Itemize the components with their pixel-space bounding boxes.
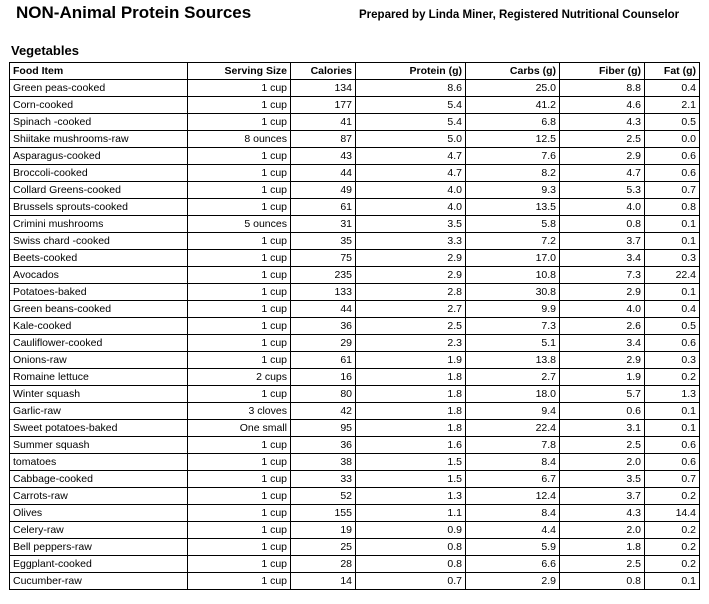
cell-food-item: Avocados	[10, 267, 188, 284]
cell-protein: 4.7	[356, 148, 466, 165]
cell-carbs: 12.4	[466, 488, 560, 505]
cell-carbs: 6.7	[466, 471, 560, 488]
cell-protein: 5.0	[356, 131, 466, 148]
cell-food-item: Beets-cooked	[10, 250, 188, 267]
cell-calories: 75	[291, 250, 356, 267]
cell-fat: 0.5	[645, 114, 700, 131]
header-protein: Protein (g)	[356, 63, 466, 80]
cell-food-item: Bell peppers-raw	[10, 539, 188, 556]
cell-calories: 36	[291, 437, 356, 454]
cell-fat: 0.2	[645, 556, 700, 573]
cell-protein: 0.9	[356, 522, 466, 539]
cell-serving-size: 1 cup	[188, 488, 291, 505]
cell-protein: 1.8	[356, 369, 466, 386]
table-row	[10, 539, 700, 556]
cell-fat: 0.2	[645, 488, 700, 505]
cell-serving-size: 1 cup	[188, 539, 291, 556]
cell-fiber: 3.5	[560, 471, 645, 488]
cell-fat: 0.4	[645, 301, 700, 318]
cell-calories: 31	[291, 216, 356, 233]
cell-carbs: 13.8	[466, 352, 560, 369]
cell-protein: 0.8	[356, 539, 466, 556]
cell-fat: 1.3	[645, 386, 700, 403]
cell-serving-size: 1 cup	[188, 335, 291, 352]
cell-protein: 5.4	[356, 114, 466, 131]
cell-protein: 0.8	[356, 556, 466, 573]
cell-carbs: 9.4	[466, 403, 560, 420]
cell-fiber: 1.8	[560, 539, 645, 556]
cell-fat: 0.5	[645, 318, 700, 335]
cell-fat: 0.6	[645, 454, 700, 471]
cell-protein: 2.8	[356, 284, 466, 301]
cell-protein: 1.5	[356, 471, 466, 488]
cell-serving-size: 1 cup	[188, 97, 291, 114]
table-row	[10, 131, 700, 148]
cell-calories: 87	[291, 131, 356, 148]
table-row	[10, 267, 700, 284]
cell-fat: 0.1	[645, 284, 700, 301]
table-body	[10, 80, 700, 590]
cell-calories: 25	[291, 539, 356, 556]
cell-fat: 0.2	[645, 522, 700, 539]
cell-protein: 2.9	[356, 250, 466, 267]
cell-calories: 95	[291, 420, 356, 437]
cell-food-item: Cauliflower-cooked	[10, 335, 188, 352]
cell-food-item: Onions-raw	[10, 352, 188, 369]
cell-fiber: 4.3	[560, 505, 645, 522]
cell-carbs: 30.8	[466, 284, 560, 301]
cell-food-item: Celery-raw	[10, 522, 188, 539]
cell-fiber: 2.6	[560, 318, 645, 335]
page-title: NON-Animal Protein Sources	[16, 3, 252, 22]
table-row	[10, 454, 700, 471]
cell-food-item: Swiss chard -cooked	[10, 233, 188, 250]
cell-serving-size: 1 cup	[188, 165, 291, 182]
cell-fiber: 0.8	[560, 216, 645, 233]
cell-serving-size: 1 cup	[188, 556, 291, 573]
cell-carbs: 25.0	[466, 80, 560, 97]
cell-protein: 4.0	[356, 199, 466, 216]
cell-calories: 38	[291, 454, 356, 471]
cell-calories: 43	[291, 148, 356, 165]
cell-calories: 133	[291, 284, 356, 301]
table-row	[10, 556, 700, 573]
cell-carbs: 6.6	[466, 556, 560, 573]
cell-calories: 36	[291, 318, 356, 335]
table-row	[10, 97, 700, 114]
table-header-row	[10, 63, 700, 80]
table-row	[10, 488, 700, 505]
cell-serving-size: 1 cup	[188, 267, 291, 284]
cell-fiber: 2.9	[560, 352, 645, 369]
cell-fat: 0.3	[645, 352, 700, 369]
cell-food-item: Spinach -cooked	[10, 114, 188, 131]
table-row	[10, 352, 700, 369]
table-row	[10, 80, 700, 97]
cell-food-item: Potatoes-baked	[10, 284, 188, 301]
cell-protein: 5.4	[356, 97, 466, 114]
cell-protein: 4.0	[356, 182, 466, 199]
cell-carbs: 7.8	[466, 437, 560, 454]
cell-fiber: 2.0	[560, 522, 645, 539]
cell-carbs: 7.2	[466, 233, 560, 250]
cell-serving-size: One small	[188, 420, 291, 437]
cell-serving-size: 8 ounces	[188, 131, 291, 148]
nutrition-table	[9, 62, 700, 590]
cell-fiber: 3.4	[560, 250, 645, 267]
cell-food-item: Corn-cooked	[10, 97, 188, 114]
cell-food-item: Crimini mushrooms	[10, 216, 188, 233]
cell-serving-size: 1 cup	[188, 505, 291, 522]
cell-fat: 0.7	[645, 182, 700, 199]
cell-fat: 0.2	[645, 369, 700, 386]
cell-serving-size: 1 cup	[188, 250, 291, 267]
header-food-item: Food Item	[10, 63, 188, 80]
cell-carbs: 8.2	[466, 165, 560, 182]
cell-fiber: 1.9	[560, 369, 645, 386]
cell-fiber: 2.5	[560, 437, 645, 454]
cell-food-item: Summer squash	[10, 437, 188, 454]
cell-serving-size: 1 cup	[188, 80, 291, 97]
cell-carbs: 10.8	[466, 267, 560, 284]
cell-fiber: 0.6	[560, 403, 645, 420]
cell-carbs: 18.0	[466, 386, 560, 403]
cell-fiber: 4.6	[560, 97, 645, 114]
cell-carbs: 17.0	[466, 250, 560, 267]
cell-fiber: 2.9	[560, 148, 645, 165]
cell-food-item: Cucumber-raw	[10, 573, 188, 590]
cell-serving-size: 1 cup	[188, 522, 291, 539]
cell-fiber: 4.0	[560, 199, 645, 216]
cell-calories: 35	[291, 233, 356, 250]
cell-food-item: Green beans-cooked	[10, 301, 188, 318]
header-calories: Calories	[291, 63, 356, 80]
cell-serving-size: 1 cup	[188, 148, 291, 165]
cell-serving-size: 3 cloves	[188, 403, 291, 420]
cell-calories: 80	[291, 386, 356, 403]
cell-fat: 0.6	[645, 335, 700, 352]
cell-protein: 2.7	[356, 301, 466, 318]
cell-protein: 2.5	[356, 318, 466, 335]
cell-fiber: 3.1	[560, 420, 645, 437]
cell-fiber: 3.4	[560, 335, 645, 352]
cell-food-item: Asparagus-cooked	[10, 148, 188, 165]
cell-serving-size: 1 cup	[188, 454, 291, 471]
cell-fat: 0.1	[645, 403, 700, 420]
cell-fat: 0.7	[645, 471, 700, 488]
header-fat: Fat (g)	[645, 63, 700, 80]
cell-calories: 61	[291, 199, 356, 216]
cell-fat: 0.1	[645, 216, 700, 233]
cell-protein: 4.7	[356, 165, 466, 182]
cell-serving-size: 1 cup	[188, 471, 291, 488]
table-row	[10, 335, 700, 352]
cell-carbs: 2.7	[466, 369, 560, 386]
cell-calories: 29	[291, 335, 356, 352]
cell-serving-size: 1 cup	[188, 437, 291, 454]
cell-serving-size: 5 ounces	[188, 216, 291, 233]
cell-carbs: 6.8	[466, 114, 560, 131]
table-row	[10, 165, 700, 182]
cell-fat: 0.6	[645, 148, 700, 165]
cell-carbs: 41.2	[466, 97, 560, 114]
cell-calories: 14	[291, 573, 356, 590]
cell-fiber: 2.5	[560, 131, 645, 148]
cell-carbs: 5.1	[466, 335, 560, 352]
cell-fat: 0.8	[645, 199, 700, 216]
cell-fat: 0.6	[645, 165, 700, 182]
header-carbs: Carbs (g)	[466, 63, 560, 80]
cell-carbs: 9.9	[466, 301, 560, 318]
cell-carbs: 7.6	[466, 148, 560, 165]
cell-fiber: 0.8	[560, 573, 645, 590]
cell-fat: 0.3	[645, 250, 700, 267]
cell-protein: 1.6	[356, 437, 466, 454]
table-row	[10, 182, 700, 199]
cell-carbs: 2.9	[466, 573, 560, 590]
cell-calories: 44	[291, 301, 356, 318]
cell-carbs: 4.4	[466, 522, 560, 539]
cell-protein: 3.3	[356, 233, 466, 250]
cell-food-item: Sweet potatoes-baked	[10, 420, 188, 437]
cell-food-item: Romaine lettuce	[10, 369, 188, 386]
cell-fiber: 2.9	[560, 284, 645, 301]
cell-carbs: 5.9	[466, 539, 560, 556]
cell-food-item: Green peas-cooked	[10, 80, 188, 97]
cell-calories: 52	[291, 488, 356, 505]
header-serving-size: Serving Size	[188, 63, 291, 80]
cell-fat: 0.0	[645, 131, 700, 148]
cell-fiber: 3.7	[560, 233, 645, 250]
header-fiber: Fiber (g)	[560, 63, 645, 80]
cell-serving-size: 1 cup	[188, 114, 291, 131]
cell-calories: 44	[291, 165, 356, 182]
cell-protein: 3.5	[356, 216, 466, 233]
cell-fat: 14.4	[645, 505, 700, 522]
cell-fiber: 8.8	[560, 80, 645, 97]
table-row	[10, 573, 700, 590]
cell-carbs: 7.3	[466, 318, 560, 335]
cell-food-item: Cabbage-cooked	[10, 471, 188, 488]
cell-serving-size: 1 cup	[188, 386, 291, 403]
table-row	[10, 505, 700, 522]
cell-serving-size: 1 cup	[188, 199, 291, 216]
cell-fiber: 3.7	[560, 488, 645, 505]
cell-carbs: 5.8	[466, 216, 560, 233]
cell-food-item: Collard Greens-cooked	[10, 182, 188, 199]
cell-food-item: Eggplant-cooked	[10, 556, 188, 573]
cell-calories: 33	[291, 471, 356, 488]
cell-serving-size: 1 cup	[188, 573, 291, 590]
cell-food-item: Olives	[10, 505, 188, 522]
cell-protein: 1.8	[356, 403, 466, 420]
cell-calories: 19	[291, 522, 356, 539]
table-row	[10, 420, 700, 437]
cell-serving-size: 1 cup	[188, 318, 291, 335]
cell-calories: 61	[291, 352, 356, 369]
cell-fat: 0.1	[645, 573, 700, 590]
cell-protein: 1.5	[356, 454, 466, 471]
table-row	[10, 148, 700, 165]
cell-serving-size: 1 cup	[188, 182, 291, 199]
cell-carbs: 9.3	[466, 182, 560, 199]
table-row	[10, 369, 700, 386]
cell-food-item: Kale-cooked	[10, 318, 188, 335]
cell-carbs: 12.5	[466, 131, 560, 148]
cell-carbs: 22.4	[466, 420, 560, 437]
cell-fiber: 4.7	[560, 165, 645, 182]
table-row	[10, 199, 700, 216]
cell-serving-size: 2 cups	[188, 369, 291, 386]
cell-fiber: 5.3	[560, 182, 645, 199]
cell-fat: 0.1	[645, 233, 700, 250]
table-row	[10, 233, 700, 250]
table-row	[10, 437, 700, 454]
table-row	[10, 386, 700, 403]
cell-fiber: 2.5	[560, 556, 645, 573]
cell-food-item: Carrots-raw	[10, 488, 188, 505]
cell-fiber: 5.7	[560, 386, 645, 403]
table-row	[10, 318, 700, 335]
table-row	[10, 216, 700, 233]
cell-calories: 42	[291, 403, 356, 420]
cell-calories: 16	[291, 369, 356, 386]
cell-food-item: Garlic-raw	[10, 403, 188, 420]
cell-protein: 8.6	[356, 80, 466, 97]
cell-serving-size: 1 cup	[188, 233, 291, 250]
table-row	[10, 403, 700, 420]
cell-fat: 0.1	[645, 420, 700, 437]
cell-calories: 177	[291, 97, 356, 114]
cell-fat: 0.6	[645, 437, 700, 454]
cell-protein: 2.3	[356, 335, 466, 352]
cell-calories: 28	[291, 556, 356, 573]
cell-calories: 41	[291, 114, 356, 131]
cell-calories: 155	[291, 505, 356, 522]
cell-fiber: 4.0	[560, 301, 645, 318]
table-row	[10, 114, 700, 131]
cell-fiber: 4.3	[560, 114, 645, 131]
cell-protein: 0.7	[356, 573, 466, 590]
cell-calories: 134	[291, 80, 356, 97]
cell-carbs: 8.4	[466, 454, 560, 471]
cell-food-item: tomatoes	[10, 454, 188, 471]
cell-food-item: Broccoli-cooked	[10, 165, 188, 182]
cell-fiber: 7.3	[560, 267, 645, 284]
cell-fat: 2.1	[645, 97, 700, 114]
cell-protein: 1.1	[356, 505, 466, 522]
cell-food-item: Winter squash	[10, 386, 188, 403]
cell-protein: 2.9	[356, 267, 466, 284]
cell-calories: 49	[291, 182, 356, 199]
cell-serving-size: 1 cup	[188, 352, 291, 369]
cell-fat: 0.2	[645, 539, 700, 556]
cell-carbs: 8.4	[466, 505, 560, 522]
table-row	[10, 522, 700, 539]
table-row	[10, 301, 700, 318]
cell-food-item: Shiitake mushrooms-raw	[10, 131, 188, 148]
cell-protein: 1.9	[356, 352, 466, 369]
cell-fat: 22.4	[645, 267, 700, 284]
cell-protein: 1.3	[356, 488, 466, 505]
cell-protein: 1.8	[356, 386, 466, 403]
cell-serving-size: 1 cup	[188, 284, 291, 301]
table-row	[10, 284, 700, 301]
cell-food-item: Brussels sprouts-cooked	[10, 199, 188, 216]
table-row	[10, 250, 700, 267]
cell-serving-size: 1 cup	[188, 301, 291, 318]
table-row	[10, 471, 700, 488]
cell-fat: 0.4	[645, 80, 700, 97]
cell-protein: 1.8	[356, 420, 466, 437]
cell-fiber: 2.0	[560, 454, 645, 471]
section-title: Vegetables	[11, 43, 79, 58]
cell-calories: 235	[291, 267, 356, 284]
cell-carbs: 13.5	[466, 199, 560, 216]
prepared-by: Prepared by Linda Miner, Registered Nutritional Counselor	[359, 9, 680, 21]
